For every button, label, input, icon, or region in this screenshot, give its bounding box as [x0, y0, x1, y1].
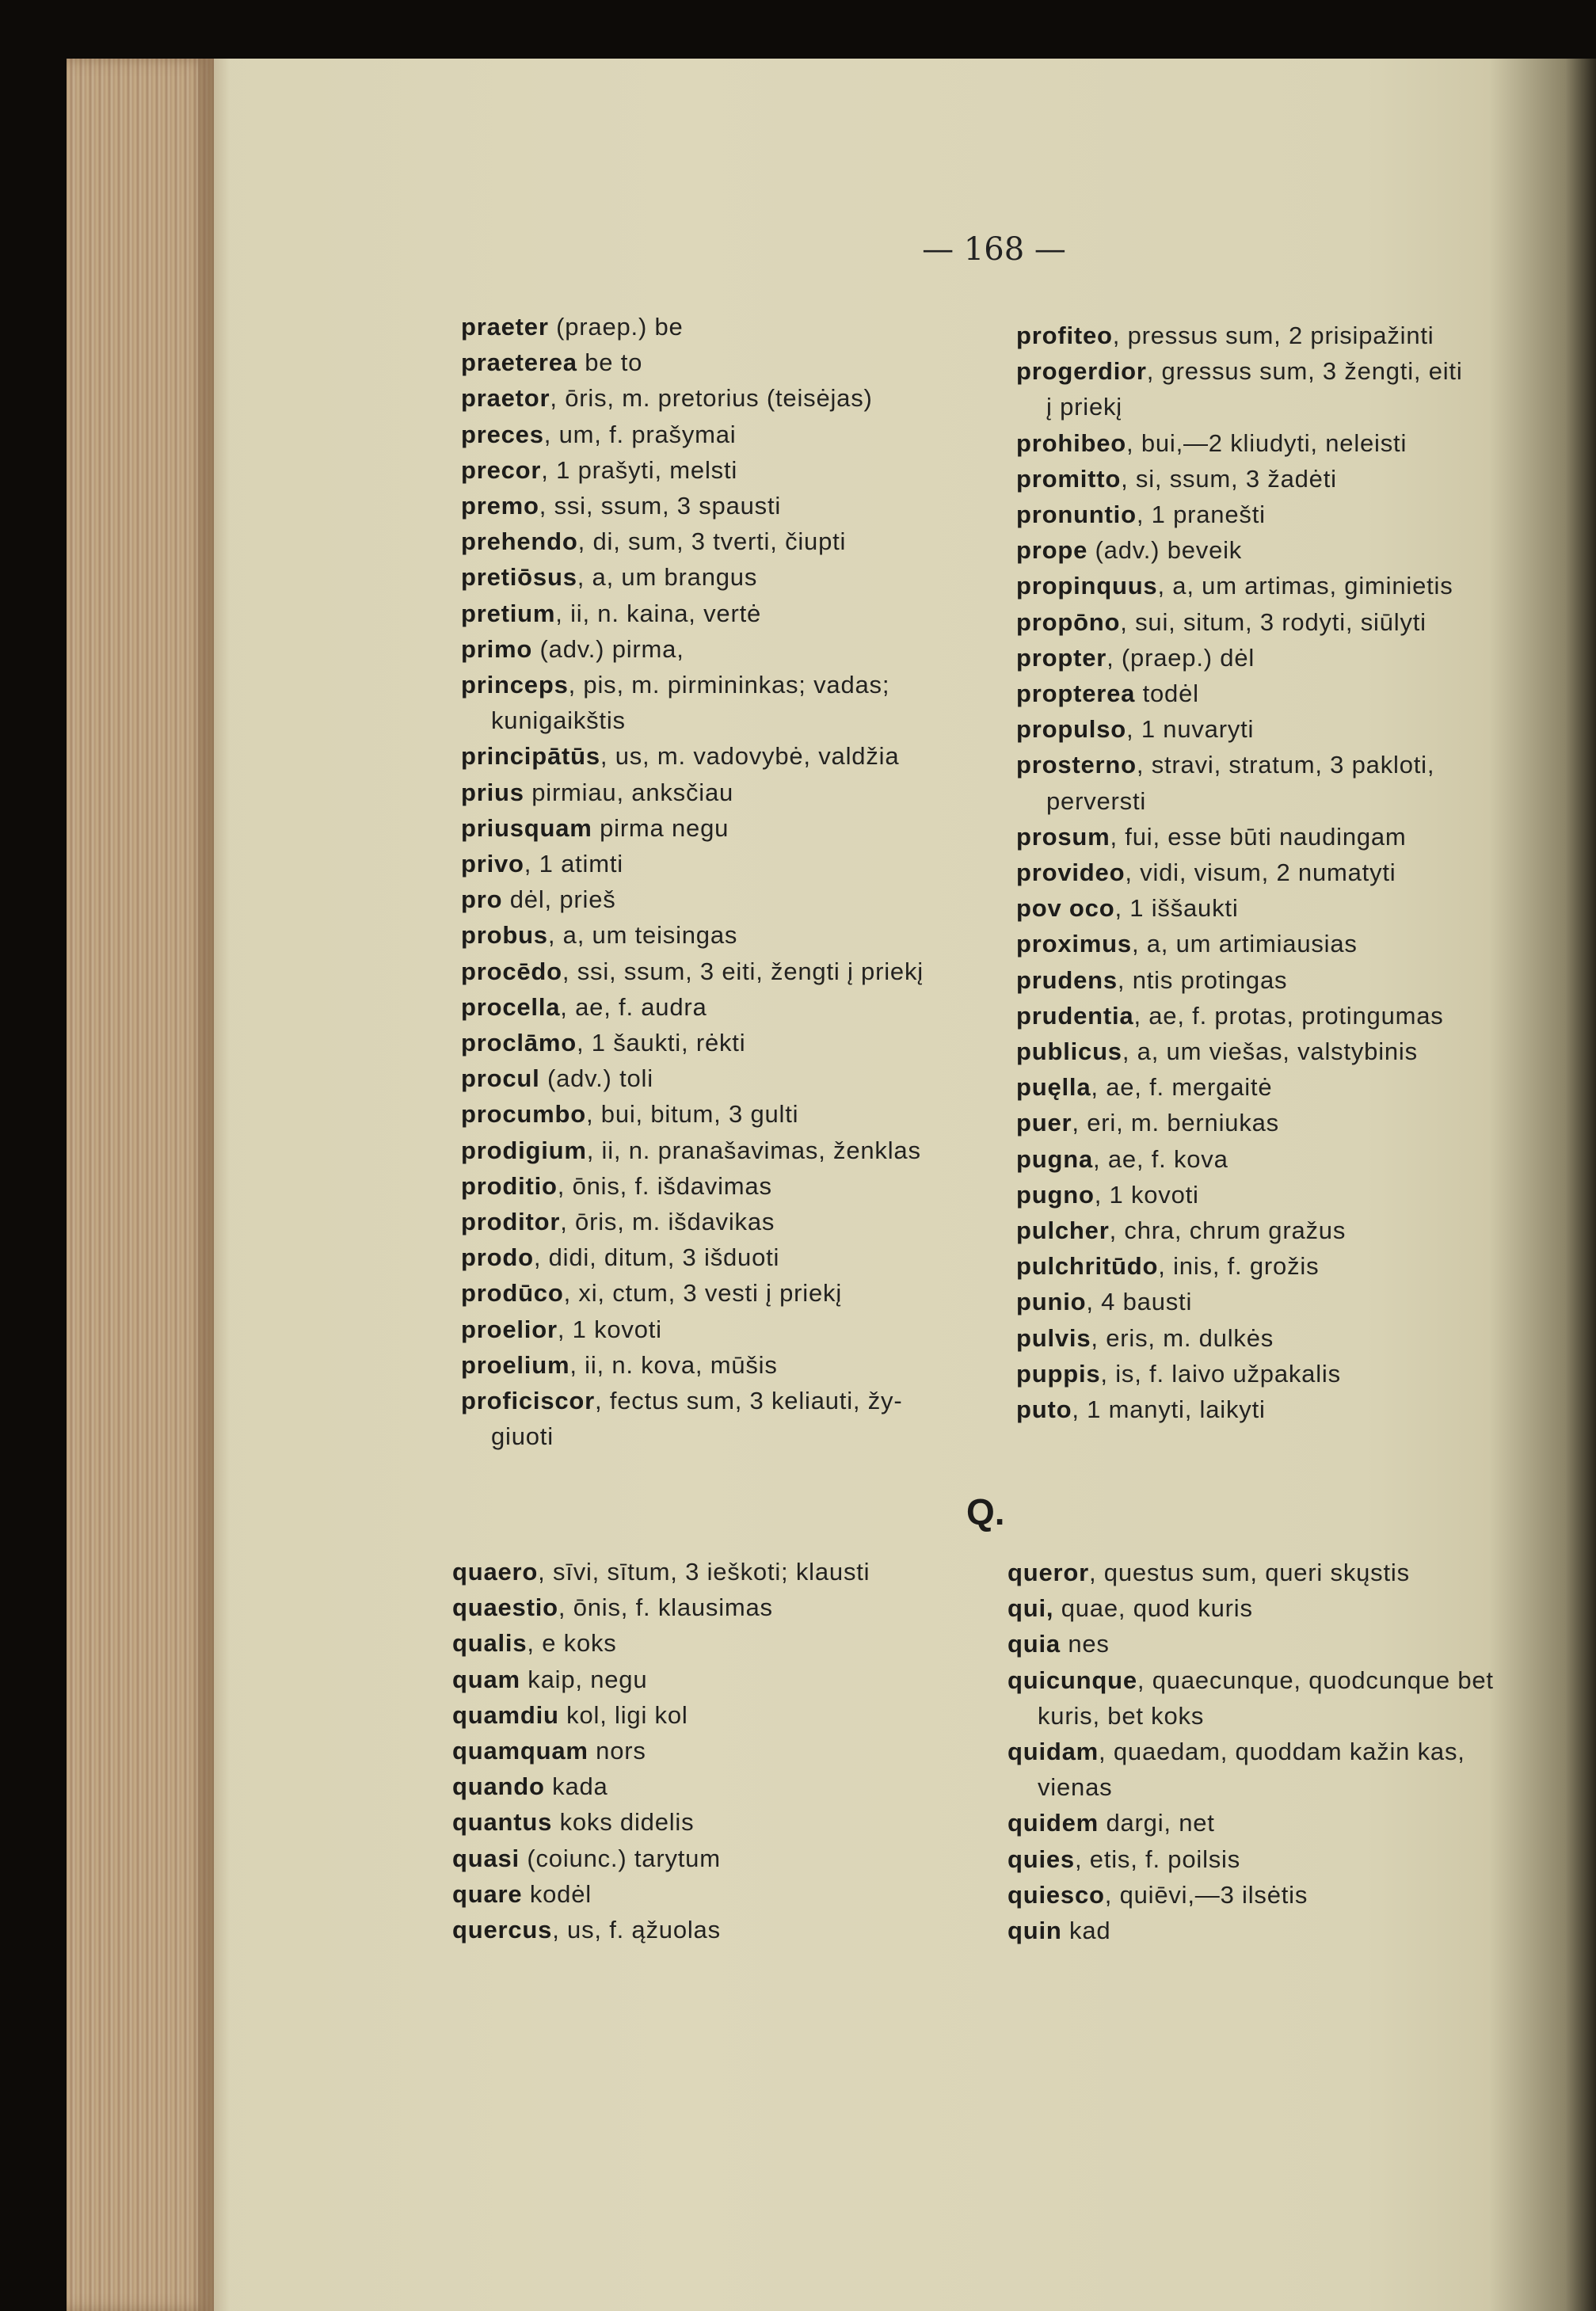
headword: propinquus: [1016, 572, 1158, 600]
dictionary-entry: [1016, 711, 1555, 747]
definition: , 4 bausti: [1086, 1288, 1193, 1316]
definition: , ii, n. kova, mūšis: [569, 1350, 778, 1379]
dictionary-entry: [1016, 855, 1555, 890]
headword: propterea: [1016, 680, 1136, 708]
definition-continuation: perversti: [1046, 786, 1147, 815]
headword: preces: [461, 420, 544, 448]
dictionary-entry: [461, 631, 1000, 667]
definition: , a, um brangus: [577, 563, 758, 592]
headword: propter: [1016, 643, 1107, 672]
dictionary-entry: [1016, 568, 1555, 603]
dictionary-entry: [461, 523, 1000, 559]
headword: propōno: [1016, 607, 1121, 636]
dictionary-entry: [461, 417, 1000, 452]
dictionary-entry: [1007, 1734, 1546, 1769]
definition: dėl, prieš: [502, 885, 616, 914]
headword: quies: [1007, 1845, 1075, 1873]
headword: pulcher: [1016, 1216, 1110, 1245]
dictionary-entry: [452, 1662, 991, 1697]
dictionary-entry: [452, 1768, 991, 1804]
definition: kad: [1061, 1917, 1111, 1945]
definition: , us, f. ąžuolas: [552, 1916, 721, 1944]
definition-continuation: kuris, bet koks: [1038, 1701, 1205, 1730]
dictionary-entry: [461, 559, 1000, 595]
headword: quin: [1007, 1917, 1062, 1945]
headword: precor: [461, 455, 542, 484]
definition: , inis, f. grožis: [1158, 1252, 1320, 1281]
headword: prodūco: [461, 1279, 564, 1308]
definition: koks didelis: [552, 1808, 695, 1837]
column-q-right: [1007, 1555, 1546, 1948]
definition: nes: [1060, 1630, 1110, 1658]
definition: , sui, situm, 3 rodyti, siūlyti: [1120, 607, 1426, 636]
dictionary-entry: [1016, 819, 1555, 855]
dictionary-entry: [461, 380, 1000, 416]
headword: quaestio: [452, 1593, 558, 1622]
headword: puto: [1016, 1395, 1072, 1424]
headword: proclāmo: [461, 1029, 577, 1057]
headword: pretium: [461, 599, 556, 627]
definition: pirma negu: [592, 813, 729, 842]
headword: prohibeo: [1016, 428, 1126, 457]
dictionary-entry: [1016, 1034, 1555, 1069]
dictionary-entry: [461, 881, 1000, 917]
dictionary-entry: [1016, 962, 1555, 998]
dictionary-entry: [1016, 1392, 1555, 1427]
headword: proditor: [461, 1208, 561, 1236]
dictionary-entry: [461, 309, 1000, 345]
definition: , chra, chrum gražus: [1109, 1216, 1347, 1245]
dictionary-entry: [461, 1347, 1000, 1383]
dictionary-entry: [1016, 1356, 1555, 1392]
dictionary-entry: [452, 1804, 991, 1840]
dictionary-entry: [1007, 1555, 1546, 1590]
headword: principātūs: [461, 742, 600, 771]
definition: , a, um artimiausias: [1131, 930, 1358, 958]
definition: , eri, m. berniukas: [1072, 1109, 1279, 1137]
headword: quando: [452, 1772, 545, 1801]
definition: quae, quod kuris: [1053, 1594, 1253, 1623]
definition-continuation: giuoti: [491, 1422, 554, 1451]
definition: , bui, bitum, 3 gulti: [585, 1100, 799, 1129]
dictionary-entry: [1016, 640, 1555, 676]
dictionary-entry: [461, 452, 1000, 488]
headword: pretiōsus: [461, 563, 577, 592]
headword: prudentia: [1016, 1001, 1134, 1030]
headword: prehendo: [461, 527, 578, 556]
definition: , e koks: [527, 1629, 617, 1658]
definition: , eris, m. dulkės: [1091, 1323, 1274, 1352]
dictionary-entry: [452, 1912, 991, 1947]
dictionary-entry: [461, 1275, 1000, 1311]
definition: , 1 kovoti: [557, 1315, 662, 1343]
definition: , 1 pranešti: [1136, 501, 1266, 529]
dictionary-entry: [461, 667, 1000, 702]
definition: , ōnis, f. klausimas: [558, 1593, 773, 1622]
dictionary-entry: [461, 846, 1000, 881]
dictionary-entry: [452, 1733, 991, 1768]
section-heading-q: Q.: [966, 1491, 1005, 1532]
definition: , quiēvi,—3 ilsėtis: [1104, 1880, 1308, 1909]
dictionary-entry: [1016, 1284, 1555, 1319]
headword: quia: [1007, 1630, 1061, 1658]
dictionary-entry: [1007, 1877, 1546, 1913]
headword: probus: [461, 921, 548, 950]
dictionary-entry: [452, 1697, 991, 1733]
definition: , (praep.) dėl: [1107, 643, 1255, 672]
definition: , a, um viešas, valstybinis: [1122, 1037, 1418, 1066]
definition: , bui,—2 kliudyti, neleisti: [1126, 428, 1407, 457]
dictionary-entry: [1007, 1590, 1546, 1626]
dictionary-entry: [1016, 353, 1555, 389]
headword: procēdo: [461, 957, 562, 985]
headword: puppis: [1016, 1359, 1101, 1388]
dictionary-entry: [1016, 676, 1555, 711]
definition: , ae, f. mergaitė: [1091, 1073, 1273, 1102]
definition: , quaecunque, quodcunque bet: [1137, 1666, 1494, 1694]
headword: profiteo: [1016, 322, 1113, 349]
definition: , ae, f. kova: [1093, 1144, 1228, 1173]
headword: proximus: [1016, 930, 1132, 958]
page-stack-edge: [67, 59, 214, 2311]
headword: pulvis: [1016, 1323, 1091, 1352]
definition: , etis, f. poilsis: [1074, 1845, 1241, 1873]
headword: praetor: [461, 384, 550, 413]
definition: , is, f. laivo užpakalis: [1100, 1359, 1341, 1388]
dictionary-entry: [1016, 1320, 1555, 1356]
definition: , pressus sum, 2 prisipažinti: [1112, 322, 1434, 349]
headword: princeps: [461, 671, 569, 699]
dictionary-entry: [1007, 1662, 1546, 1698]
definition: , ae, f. audra: [560, 992, 707, 1021]
headword: quasi: [452, 1844, 520, 1872]
headword: qui,: [1007, 1594, 1054, 1623]
definition: , fui, esse būti naudingam: [1110, 822, 1407, 851]
definition: , ii, n. kaina, vertė: [555, 599, 762, 627]
headword: pro: [461, 885, 503, 914]
definition: (coiunc.) tarytum: [519, 1844, 721, 1872]
page-number: — 168 —: [922, 231, 1066, 268]
headword: prodigium: [461, 1136, 587, 1164]
headword: promitto: [1016, 464, 1122, 493]
definition: , us, m. vadovybė, valdžia: [600, 742, 900, 771]
headword: qualis: [452, 1629, 528, 1658]
dictionary-entry: [461, 488, 1000, 523]
headword: quicunque: [1007, 1666, 1137, 1694]
definition: , ae, f. protas, protingumas: [1133, 1001, 1444, 1030]
definition: , di, sum, 3 tverti, čiupti: [577, 527, 847, 556]
headword: prius: [461, 778, 524, 806]
headword: prosum: [1016, 822, 1110, 851]
dictionary-entry: [1007, 1626, 1546, 1662]
definition: (adv.) toli: [539, 1064, 653, 1093]
dictionary-entry: [1016, 461, 1555, 497]
definition: , 1 šaukti, rėkti: [576, 1029, 746, 1057]
headword: praeterea: [461, 348, 577, 377]
definition: , 1 nuvaryti: [1126, 715, 1255, 744]
definition: , vidi, visum, 2 numatyti: [1125, 859, 1396, 887]
dictionary-entry: [461, 1168, 1000, 1204]
headword: primo: [461, 634, 533, 663]
headword: prope: [1016, 536, 1088, 565]
headword: praeter: [461, 313, 549, 341]
headword: proficiscor: [461, 1387, 596, 1415]
definition: dargi, net: [1099, 1809, 1215, 1837]
definition: , ōris, m. išdavikas: [560, 1208, 775, 1236]
definition: , ssi, ssum, 3 spausti: [539, 492, 782, 520]
dictionary-entry: [452, 1554, 991, 1590]
headword: priusquam: [461, 813, 592, 842]
definition: kol, ligi kol: [558, 1700, 688, 1729]
dictionary-entry: [461, 738, 1000, 774]
definition: be to: [577, 348, 643, 377]
dictionary-entry: [461, 1312, 1000, 1347]
definition: kada: [544, 1772, 608, 1801]
definition-continuation: į priekį: [1046, 393, 1122, 421]
definition: , 1 iššaukti: [1114, 894, 1239, 923]
dictionary-entry: [1016, 1248, 1555, 1284]
definition: , 1 kovoti: [1094, 1180, 1199, 1209]
dictionary-entry: [1016, 926, 1555, 961]
dictionary-entry: [461, 1060, 1000, 1096]
definition: (praep.) be: [548, 313, 684, 341]
headword: quare: [452, 1879, 523, 1908]
dictionary-entry: [461, 954, 1000, 989]
column-p-left: [461, 309, 1000, 1455]
dictionary-entry: [1007, 1913, 1546, 1948]
headword: pugna: [1016, 1144, 1093, 1173]
dictionary-entry: [461, 810, 1000, 846]
headword: quidam: [1007, 1738, 1099, 1766]
headword: pugno: [1016, 1180, 1095, 1209]
definition: (adv.) pirma,: [532, 634, 684, 663]
definition: , 1 manyti, laikyti: [1072, 1395, 1266, 1424]
headword: privo: [461, 850, 524, 878]
headword: procella: [461, 992, 561, 1021]
definition: , sīvi, sītum, 3 ieškoti; klausti: [538, 1558, 870, 1586]
definition: nors: [588, 1737, 646, 1765]
dictionary-entry: [461, 1133, 1000, 1168]
dictionary-entry: [461, 1239, 1000, 1275]
dictionary-entry: [461, 1383, 1000, 1418]
headword: procul: [461, 1064, 540, 1093]
dictionary-entry: [1016, 1105, 1555, 1140]
definition: , questus sum, queri skųstis: [1088, 1559, 1410, 1586]
column-q-left: [452, 1554, 991, 1947]
dictionary-entry: [1016, 1141, 1555, 1177]
dictionary-entry: [461, 1025, 1000, 1060]
headword: quamquam: [452, 1737, 589, 1765]
dictionary-entry: [452, 1590, 991, 1625]
headword: quidem: [1007, 1809, 1099, 1837]
headword: puer: [1016, 1109, 1072, 1137]
dictionary-entry: [1016, 318, 1555, 353]
headword: pronuntio: [1016, 501, 1137, 529]
definition: , a, um teisingas: [547, 921, 738, 950]
dictionary-entry: [1016, 532, 1555, 568]
headword: quaero: [452, 1558, 539, 1586]
definition: , ntis protingas: [1117, 965, 1288, 994]
dictionary-entry: [461, 775, 1000, 810]
dictionary-entry: [452, 1876, 991, 1912]
definition: , um, f. prašymai: [543, 420, 737, 448]
dictionary-entry: [1016, 1069, 1555, 1105]
definition: pirmiau, anksčiau: [524, 778, 734, 806]
dictionary-entry: [1016, 747, 1555, 782]
dictionary-entry: [461, 345, 1000, 380]
definition: , a, um artimas, giminietis: [1157, 572, 1453, 600]
definition: kaip, negu: [520, 1665, 648, 1693]
definition: , stravi, stratum, 3 pakloti,: [1136, 751, 1435, 779]
headword: procumbo: [461, 1100, 586, 1129]
headword: queror: [1007, 1559, 1089, 1586]
definition: , si, ssum, 3 žadėti: [1121, 464, 1337, 493]
headword: quam: [452, 1665, 520, 1693]
dictionary-entry: [452, 1841, 991, 1876]
headword: punio: [1016, 1288, 1087, 1316]
headword: pulchritūdo: [1016, 1252, 1159, 1281]
definition: , ōris, m. pretorius (teisėjas): [550, 384, 873, 413]
headword: publicus: [1016, 1037, 1122, 1066]
headword: provideo: [1016, 859, 1126, 887]
headword: prosterno: [1016, 751, 1137, 779]
dictionary-entry: [1016, 890, 1555, 926]
definition: , pis, m. pirmininkas; vadas;: [568, 671, 890, 699]
dictionary-entry: [1016, 425, 1555, 461]
definition: todėl: [1135, 680, 1199, 708]
headword: quiesco: [1007, 1880, 1105, 1909]
definition: , quaedam, quoddam kažin kas,: [1099, 1738, 1465, 1766]
headword: quantus: [452, 1808, 553, 1837]
dictionary-entry: [461, 917, 1000, 953]
headword: quercus: [452, 1916, 553, 1944]
headword: premo: [461, 492, 539, 520]
dictionary-entry: [1016, 604, 1555, 640]
definition: , xi, ctum, 3 vesti į priekį: [563, 1279, 843, 1308]
dictionary-entry: [461, 596, 1000, 631]
definition: , gressus sum, 3 žengti, eiti: [1146, 357, 1463, 386]
headword: proelior: [461, 1315, 558, 1343]
dictionary-entry: [1016, 1177, 1555, 1213]
headword: pov oco: [1016, 894, 1115, 923]
headword: quamdiu: [452, 1700, 559, 1729]
headword: proelium: [461, 1350, 570, 1379]
dictionary-entry: [461, 1204, 1000, 1239]
definition: (adv.) beveik: [1087, 536, 1243, 565]
column-p-right: [1016, 318, 1555, 1427]
dictionary-entry: [461, 1096, 1000, 1132]
definition: , ssi, ssum, 3 eiti, žengti į priekį: [562, 957, 924, 985]
dictionary-entry: [1016, 998, 1555, 1034]
headword: puęlla: [1016, 1073, 1091, 1102]
headword: progerdior: [1016, 357, 1147, 386]
headword: proditio: [461, 1171, 558, 1200]
definition: kodėl: [522, 1879, 592, 1908]
definition: , ōnis, f. išdavimas: [557, 1171, 772, 1200]
definition-continuation: vienas: [1038, 1773, 1113, 1802]
dictionary-entry: [452, 1625, 991, 1661]
headword: prodo: [461, 1243, 534, 1272]
definition: , 1 prašyti, melsti: [541, 455, 738, 484]
definition: , fectus sum, 3 keliauti, žy-: [595, 1387, 903, 1415]
definition-continuation: kunigaikštis: [491, 706, 626, 735]
dictionary-entry: [1016, 497, 1555, 532]
definition: , 1 atimti: [524, 850, 623, 878]
headword: propulso: [1016, 715, 1126, 744]
dictionary-entry: [1007, 1841, 1546, 1877]
definition: , didi, ditum, 3 išduoti: [533, 1243, 780, 1272]
dictionary-entry: [1007, 1805, 1546, 1841]
dictionary-entry: [1016, 1213, 1555, 1248]
dictionary-entry: [461, 989, 1000, 1025]
headword: prudens: [1016, 965, 1118, 994]
gutter-shadow: [198, 59, 230, 2311]
definition: , ii, n. pranašavimas, ženklas: [586, 1136, 921, 1164]
